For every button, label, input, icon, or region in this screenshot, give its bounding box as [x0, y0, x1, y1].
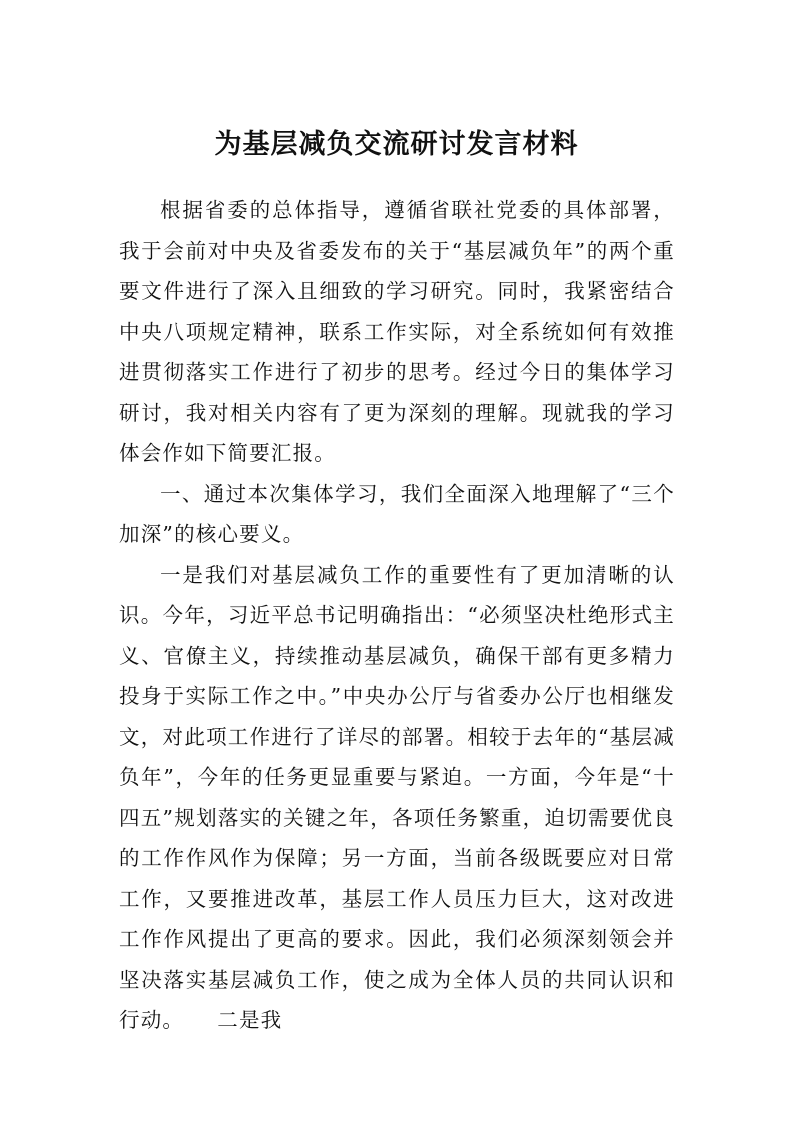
paragraph-point-one: 一是我们对基层减负工作的重要性有了更加清晰的认识。今年，习近平总书记明确指出：“必须坚决杜绝形式主义、官僚主义，持续推动基层减负，确保干部有更多精力投身于实际工作之中。”中央办公厅与省委办公厅也相继发文，对此项工作进行了详尽的部署。相较于去年的“基层减负年”，今年的任务更显重要与紧迫。一方面，今年是“十四五”规划落实的关键之年，各项任务繁重，迫切需要优良的工作作风作为保障；另一方面，当前各级既要应对日常工作，又要推进改革，基层工作人员压力巨大，这对改进工作作风提出了更高的要求。因此，我们必须深刻领会并坚决落实基层减负工作，使之成为全体人员的共同认识和行动。 二是我 — [119, 562, 675, 1032]
document-title: 为基层减负交流研讨发言材料 — [214, 129, 579, 160]
document-body — [119, 190, 675, 1041]
paragraph-section-one-heading: 一、通过本次集体学习，我们全面深入地理解了“三个加深”的核心要义。 — [119, 481, 675, 546]
paragraph-intro: 根据省委的总体指导，遵循省联社党委的具体部署，我于会前对中央及省委发布的关于“基层减负年”的两个重要文件进行了深入且细致的学习研究。同时，我紧密结合中央八项规定精神，联系工作实际，对全系统如何有效推进贯彻落实工作进行了初步的思考。经过今日的集体学习研讨，我对相关内容有了更为深刻的理解。现就我的学习体会作如下简要汇报。 — [119, 198, 675, 465]
